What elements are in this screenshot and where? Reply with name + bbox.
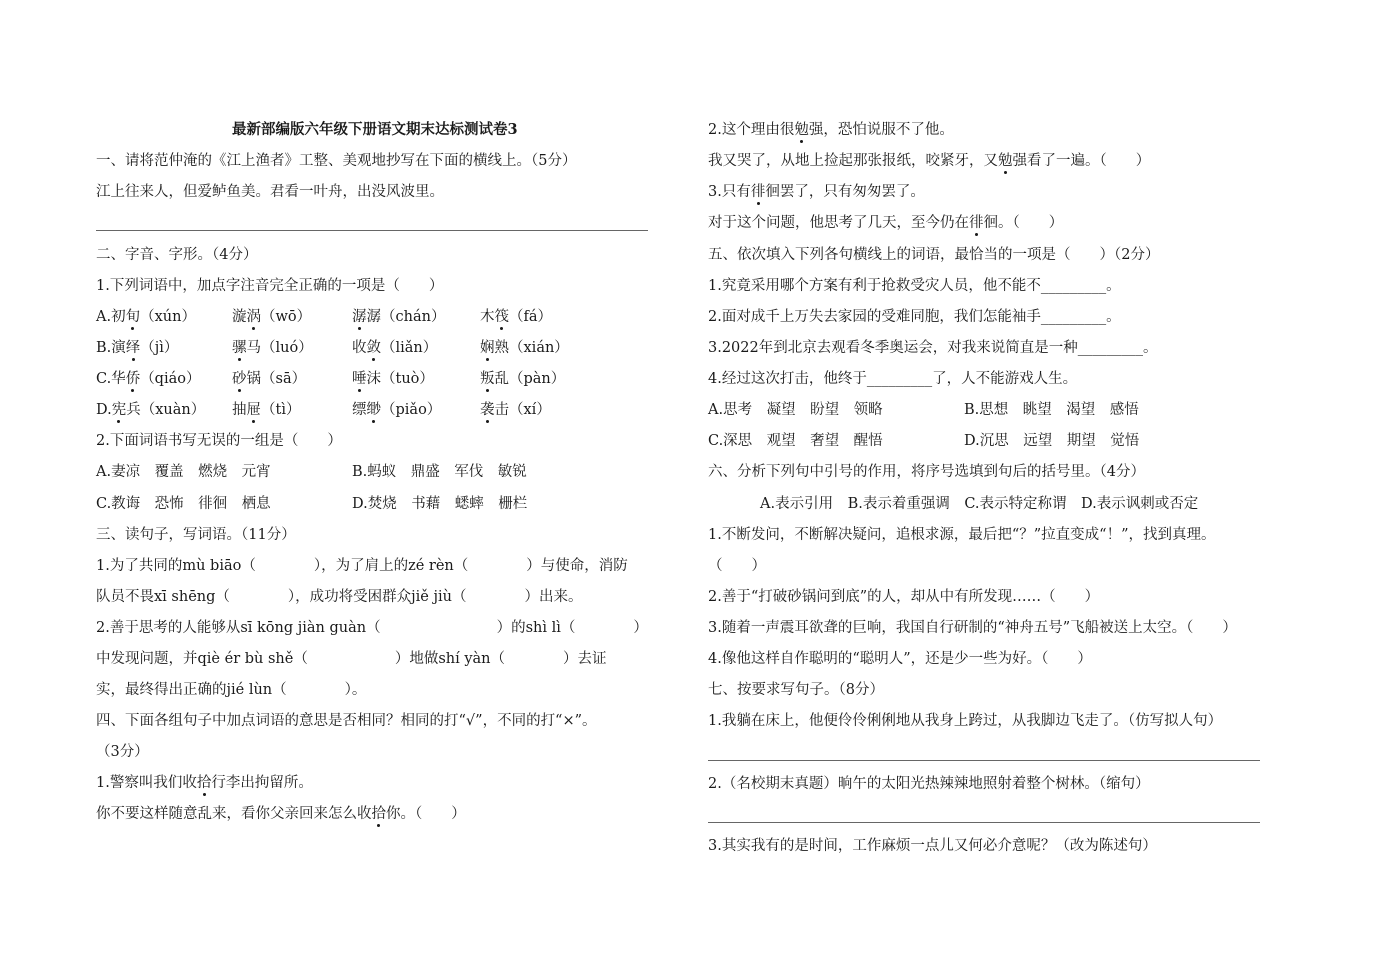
emphasis-mark: 缈 <box>366 402 381 418</box>
s5-item-4: 4.经过这次打击，他终于_________了，人不能游戏人生。 <box>708 371 1078 387</box>
option-cell: 袭击（xí） <box>480 402 551 418</box>
s4-q3-a: 3.只有徘徊罢了，只有匆匆罢了。 <box>708 184 925 200</box>
s3-line-5: 实，最终得出正确的jié lùn（ ）。 <box>96 682 367 698</box>
s3-line-3: 2.善于思考的人能够从sī kōng jiàn guàn（ ）的shì lì（ ） <box>96 620 648 636</box>
option-cell: B.思想 眺望 渴望 感悟 <box>964 402 1139 418</box>
option-cell: D.沉思 远望 期望 觉悟 <box>964 433 1140 449</box>
emphasis-mark: 娴 <box>480 340 495 356</box>
s6-options: A.表示引用 B.表示着重强调 C.表示特定称谓 D.表示讽刺或否定 <box>760 496 1199 512</box>
s3-line-2: 队员不畏xī shēng（ ），成功将受困群众jiě jiù（ ）出来。 <box>96 589 583 605</box>
option-cell: 缥缈（piǎo） <box>352 402 442 418</box>
emphasis-mark: 叛 <box>480 371 495 387</box>
option-cell: 叛乱（pàn） <box>480 371 566 387</box>
s1-poem: 江上往来人，但爱鲈鱼美。君看一叶舟，出没风波里。 <box>96 184 444 200</box>
s4-heading: 四、下面各组句子中加点词语的意思是否相同？相同的打“√”，不同的打“×”。 <box>96 713 597 729</box>
s5-item-3: 3.2022年到北京去观看冬季奥运会，对我来说简直是一种_________。 <box>708 340 1158 356</box>
emphasis-mark: 拾 <box>371 806 386 822</box>
option-cell: C.深思 观望 奢望 醒悟 <box>708 433 883 449</box>
s3-line-1: 1.为了共同的mù biāo（ ），为了肩上的zé rèn（ ）与使命，消防 <box>96 558 628 574</box>
s6-q4: 4.像他这样自作聪明的“聪明人”，还是少一些为好。（ ） <box>708 651 1092 667</box>
option-cell: D.宪兵（xuàn） <box>96 402 206 418</box>
s3-heading: 三、读句子，写词语。（11分） <box>96 527 296 543</box>
option-cell: A.初旬（xún） <box>96 309 196 325</box>
s4-q1-a: 1.警察叫我们收拾行李出拘留所。 <box>96 775 313 791</box>
emphasis-mark: 徘 <box>969 215 984 231</box>
emphasis-mark: 绎 <box>125 340 141 356</box>
emphasis-mark: 唾 <box>352 371 367 387</box>
emphasis-mark: 旬 <box>125 309 141 325</box>
s7-q2-answer-line <box>708 822 1260 823</box>
s2-heading: 二、字音、字形。（4分） <box>96 247 258 263</box>
emphasis-mark: 屉 <box>246 402 261 418</box>
s5-item-2: 2.面对成千上万失去家园的受难同胞，我们怎能袖手_________。 <box>708 309 1121 325</box>
option-cell: A.思考 凝望 盼望 领略 <box>708 402 883 418</box>
option-cell: 抽屉（tì） <box>232 402 301 418</box>
s2-q2: 2.下面词语书写无误的一组是（ ） <box>96 433 342 449</box>
emphasis-mark: 潺 <box>352 309 367 325</box>
s7-heading: 七、按要求写句子。（8分） <box>708 682 884 698</box>
s5-heading: 五、依次填入下列各句横线上的词语，最恰当的一项是（ ）（2分） <box>708 247 1160 263</box>
option-cell: 唾沫（tuò） <box>352 371 434 387</box>
option-cell: 收敛（liǎn） <box>352 340 438 356</box>
option-cell: D.焚烧 书藉 蟋蟀 栅栏 <box>352 496 528 512</box>
option-cell: C.教诲 恐怖 徘徊 栖息 <box>96 496 271 512</box>
option-cell: 漩涡（wō） <box>232 309 312 325</box>
option-cell: B.蚂蚁 鼎盛 军伐 敏锐 <box>352 464 527 480</box>
option-cell: 潺潺（chán） <box>352 309 446 325</box>
emphasis-mark: 敛 <box>366 340 381 356</box>
option-cell: 骡马（luó） <box>232 340 313 356</box>
emphasis-mark: 拾 <box>196 775 212 791</box>
s2-q1: 1.下列词语中，加点字注音完全正确的一项是（ ） <box>96 278 444 294</box>
emphasis-mark: 勉 <box>794 122 809 138</box>
s7-q3: 3.其实我有的是时间，工作麻烦一点儿又何必介意呢？（改为陈述句） <box>708 838 1157 854</box>
option-cell: 砂锅（sā） <box>232 371 307 387</box>
s5-item-1: 1.究竟采用哪个方案有利于抢救受灾人员，他不能不_________。 <box>708 278 1121 294</box>
emphasis-mark: 徘 <box>750 184 766 200</box>
emphasis-mark: 勉 <box>998 153 1013 169</box>
s4-q2-a: 2.这个理由很勉强，恐怕说服不了他。 <box>708 122 954 138</box>
option-cell: A.妻凉 覆盖 燃烧 元宵 <box>96 464 271 480</box>
s3-line-4: 中发现问题，并qiè ér bù shě（ ）地做shí yàn（ ）去证 <box>96 651 607 667</box>
s1-heading: 一、请将范仲淹的《江上渔者》工整、美观地抄写在下面的横线上。（5分） <box>96 153 577 169</box>
option-cell: 娴熟（xián） <box>480 340 569 356</box>
s6-q2: 2.善于“打破砂锅问到底”的人，却从中有所发现……（ ） <box>708 589 1100 605</box>
emphasis-mark: 侨 <box>125 371 141 387</box>
option-cell: C.华侨（qiáo） <box>96 371 201 387</box>
emphasis-mark: 砂 <box>232 371 247 387</box>
s7-q1-answer-line <box>708 760 1260 761</box>
emphasis-mark: 骡 <box>232 340 247 356</box>
s6-q1-blank: （ ） <box>708 558 766 574</box>
s6-heading: 六、分析下列句中引号的作用，将序号选填到句后的括号里。（4分） <box>708 464 1145 480</box>
s4-q3-b: 对于这个问题，他思考了几天，至今仍在徘徊。（ ） <box>708 215 1064 231</box>
emphasis-mark: 筏 <box>494 309 509 325</box>
emphasis-mark: 袭 <box>480 402 495 418</box>
s4-score: （3分） <box>96 744 149 760</box>
emphasis-mark: 宪 <box>111 402 127 418</box>
option-cell: 木筏（fá） <box>480 309 553 325</box>
option-cell: B.演绎（jì） <box>96 340 179 356</box>
s6-q3: 3.随着一声震耳欲聋的巨响，我国自行研制的“神舟五号”飞船被送上太空。（ ） <box>708 620 1237 636</box>
s4-q1-b: 你不要这样随意乱来，看你父亲回来怎么收拾你。（ ） <box>96 806 466 822</box>
s7-q1: 1.我躺在床上，他便伶伶俐俐地从我身上跨过，从我脚边飞走了。（仿写拟人句） <box>708 713 1223 729</box>
s4-q2-b: 我又哭了，从地上捡起那张报纸，咬紧牙，又勉强看了一遍。（ ） <box>708 153 1151 169</box>
s7-q2: 2.（名校期末真题）晌午的太阳光热辣辣地照射着整个树林。（缩句） <box>708 776 1150 792</box>
s6-q1: 1.不断发问，不断解决疑问，追根求源，最后把“？”拉直变成“！”，找到真理。 <box>708 527 1216 543</box>
emphasis-mark: 涡 <box>246 309 261 325</box>
page-title: 最新部编版六年级下册语文期末达标测试卷3 <box>232 121 518 138</box>
s1-answer-line <box>96 230 648 231</box>
